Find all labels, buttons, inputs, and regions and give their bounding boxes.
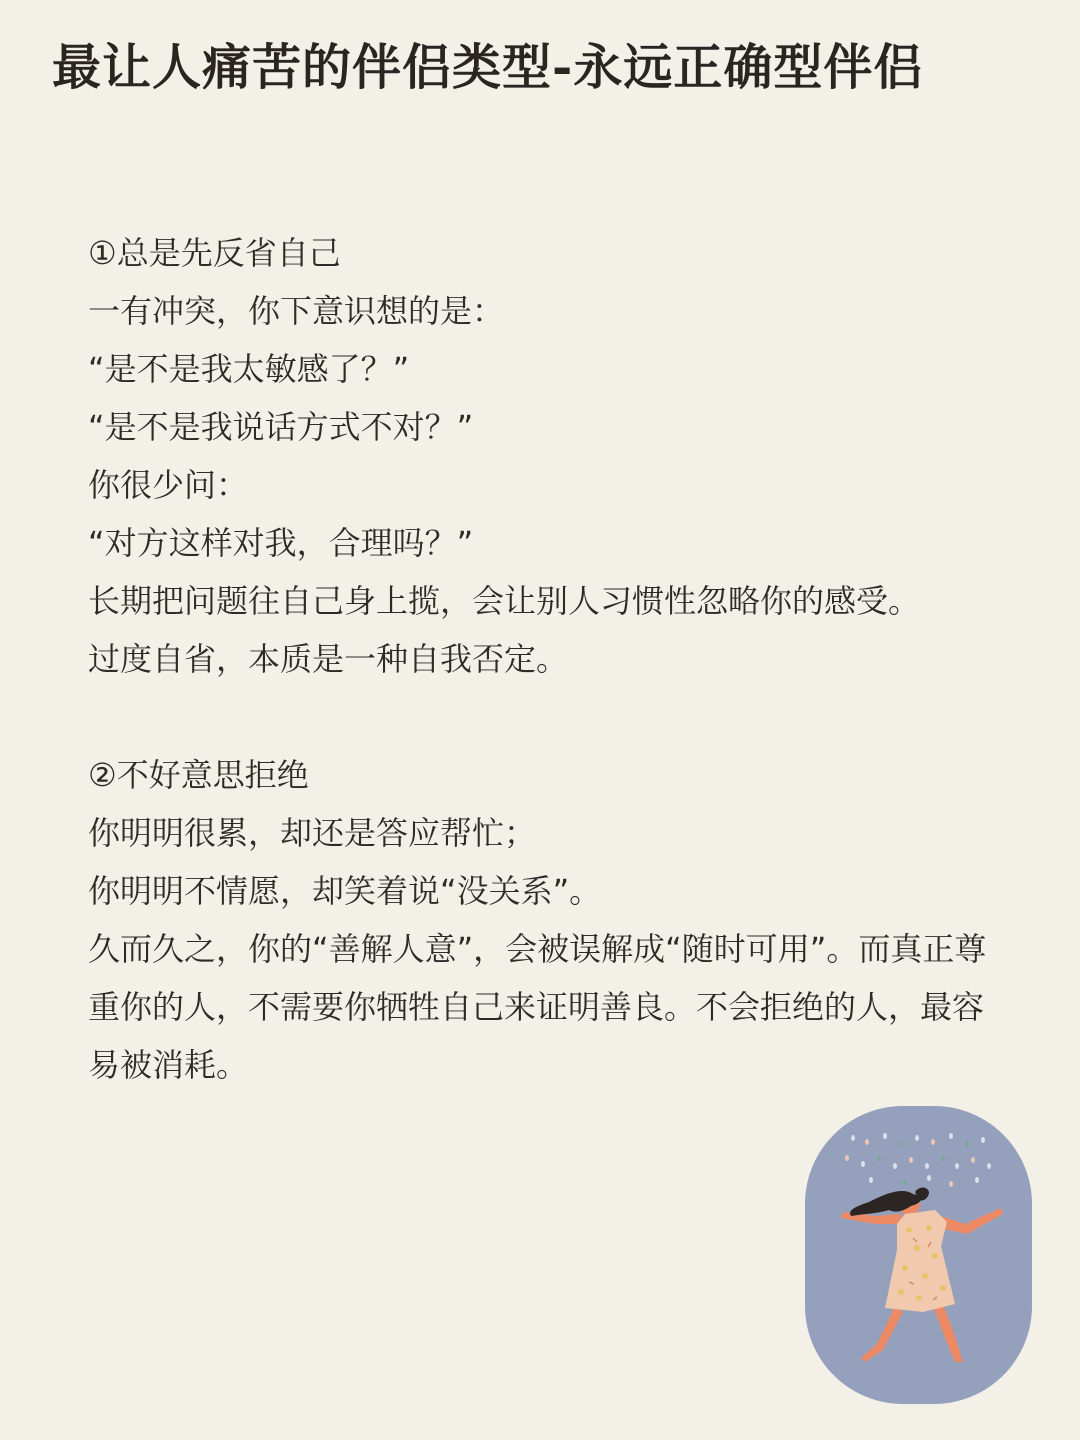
section-overthinking [88,224,1008,688]
text-line: 你明明很累，却还是答应帮忙； [88,814,537,852]
page-title: 最让人痛苦的伴侣类型-永远正确型伴侣 [52,38,924,96]
article-body [88,224,1008,1094]
section-cannot-refuse [88,746,1008,1094]
section-heading: ①总是先反省自己 [88,234,341,272]
text-line: 长期把问题往自己身上揽，会让别人习惯性忽略你的感受。 [88,582,921,620]
text-line: “是不是我说话方式不对？” [88,408,474,446]
text-line: 你明明不情愿，却笑着说“没关系”。 [88,872,602,910]
text-line: “是不是我太敏感了？” [88,350,410,388]
section-spacer [88,688,1008,746]
dancing-woman-in-rain-icon [805,1106,1032,1404]
section-heading: ②不好意思拒绝 [88,756,309,794]
text-line: “对方这样对我，合理吗？” [88,524,474,562]
text-line: 一有冲突，你下意识想的是： [88,292,505,330]
text-paragraph: 久而久之，你的“善解人意”，会被误解成“随时可用”。而真正尊重你的人，不需要你牺牲自己来证明善良。不会拒绝的人，最容易被消耗。 [88,930,987,1084]
text-line: 过度自省，本质是一种自我否定。 [88,640,569,678]
text-line: 你很少问： [88,466,249,504]
